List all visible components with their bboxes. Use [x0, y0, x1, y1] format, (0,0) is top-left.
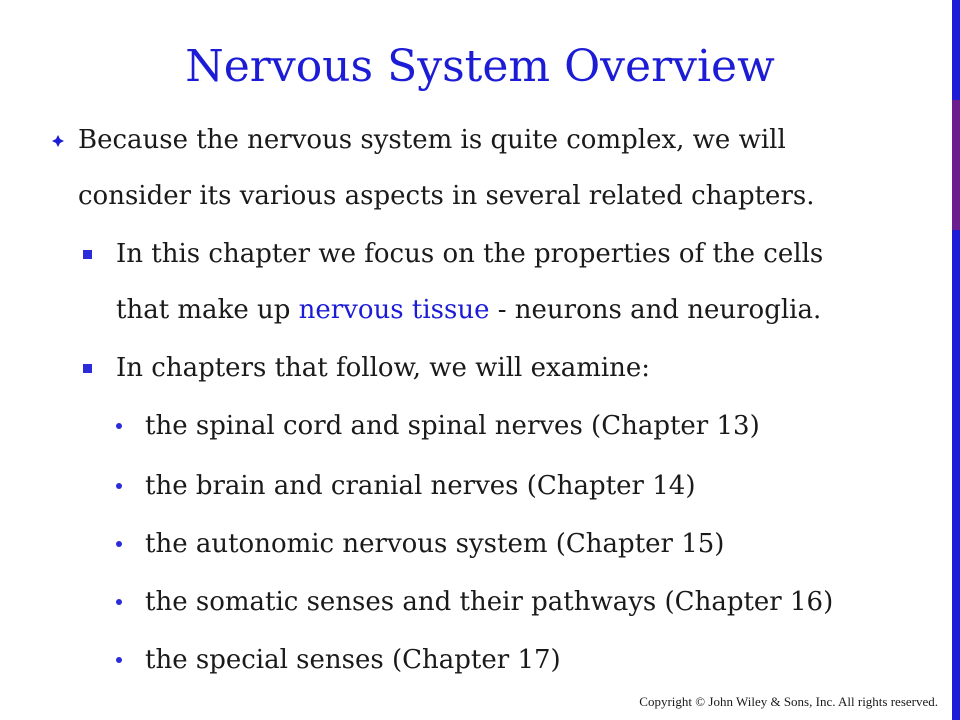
- side-accent-highlight: [952, 100, 960, 230]
- list-item: the special senses (Chapter 17): [145, 645, 561, 675]
- diamond-bullet-icon: [52, 135, 64, 147]
- sub-bullet-1-line-2: [116, 294, 821, 326]
- sub-bullet-1-line-1: In this chapter we focus on the properties of the cells: [116, 239, 824, 269]
- list-item: the somatic senses and their pathways (Chapter 16): [145, 587, 834, 617]
- list-item: the spinal cord and spinal nerves (Chapter 13): [145, 411, 760, 441]
- dot-bullet-icon: [116, 657, 122, 663]
- dot-bullet-icon: [116, 599, 122, 605]
- list-item: the brain and cranial nerves (Chapter 14): [145, 471, 696, 501]
- nervous-tissue-term: nervous tissue: [298, 295, 490, 325]
- list-item: the autonomic nervous system (Chapter 15): [145, 529, 725, 559]
- square-bullet-icon: [83, 250, 92, 259]
- bullet-1-line-2: consider its various aspects in several related chapters.: [78, 181, 815, 211]
- slide-title: Nervous System Overview: [185, 41, 775, 92]
- sub-bullet-1-text-after: - neurons and neuroglia.: [489, 295, 822, 325]
- dot-bullet-icon: [116, 423, 122, 429]
- square-bullet-icon: [83, 364, 92, 373]
- bullet-1-line-1: Because the nervous system is quite complex, we will: [78, 125, 786, 155]
- sub-bullet-2: In chapters that follow, we will examine:: [116, 353, 651, 383]
- dot-bullet-icon: [116, 541, 122, 547]
- copyright-notice: Copyright © John Wiley & Sons, Inc. All rights reserved.: [639, 694, 938, 709]
- sub-bullet-1-text-before: that make up: [116, 295, 299, 325]
- dot-bullet-icon: [116, 483, 122, 489]
